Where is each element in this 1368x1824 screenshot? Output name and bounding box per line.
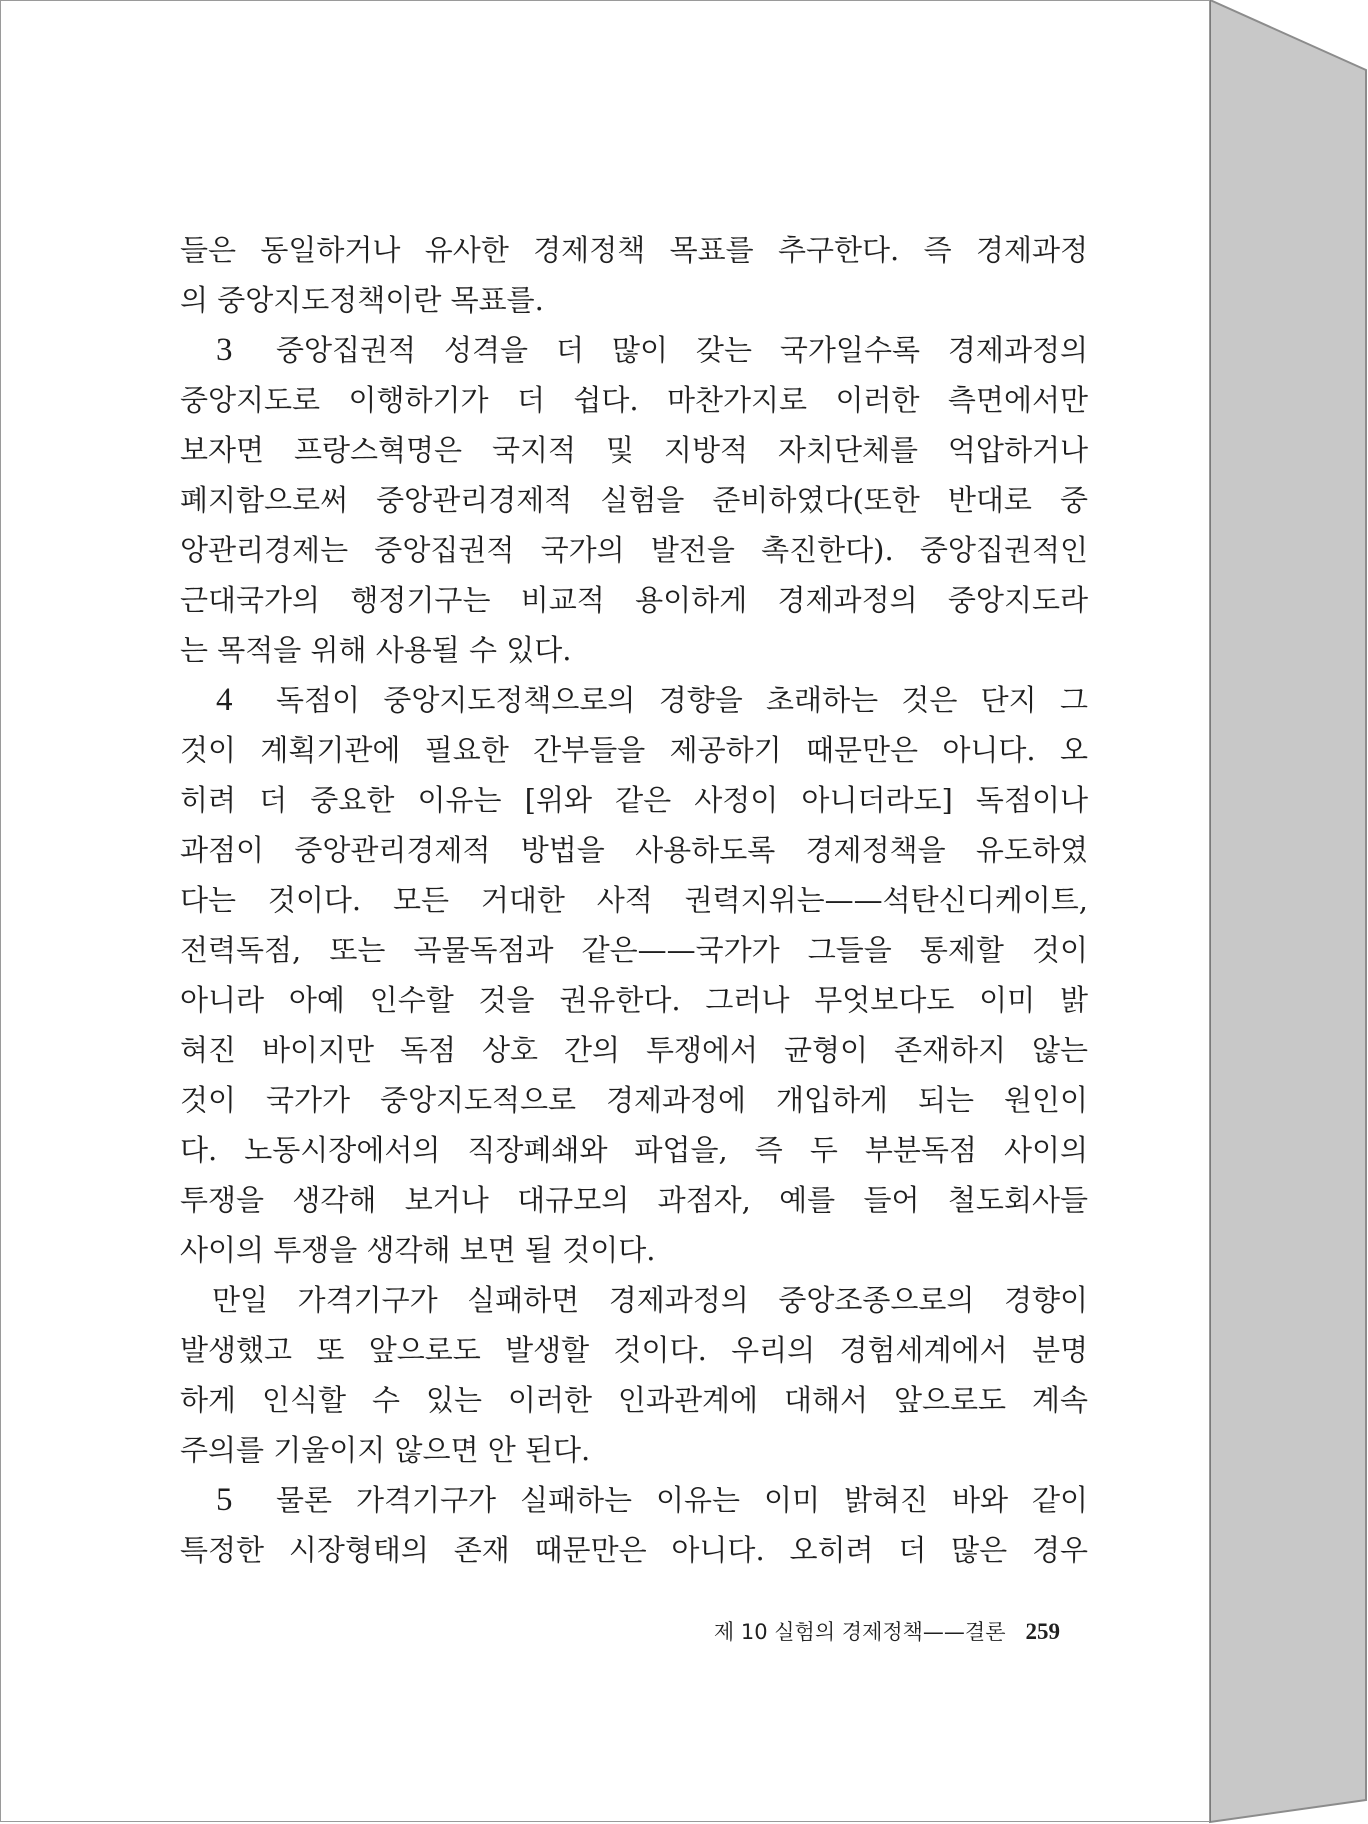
line-text: 사이의 투쟁을 생각해 보면 될 것이다. [180, 1233, 656, 1267]
line-text: 혀진 바이지만 독점 상호 간의 투쟁에서 균형이 존재하지 않는 [180, 1033, 1088, 1067]
text-line [180, 1125, 1088, 1175]
line-text: 는 목적을 위해 사용될 수 있다. [180, 633, 572, 667]
line-text: 히려 더 중요한 이유는 [위와 같은 사정이 아니더라도] 독점이나 [180, 783, 1088, 817]
text-line [180, 1075, 1088, 1125]
text-line [180, 1375, 1088, 1425]
line-text: 하게 인식할 수 있는 이러한 인과관계에 대해서 앞으로도 계속 [180, 1383, 1088, 1417]
line-text: 독점이 중앙지도정책으로의 경향을 초래하는 것은 단지 그 [276, 683, 1088, 717]
line-text: 다는 것이다. 모든 거대한 사적 권력지위는——석탄신디케이트, [180, 883, 1088, 917]
text-line [180, 425, 1088, 475]
text-line [180, 325, 1088, 375]
text-line [180, 1025, 1088, 1075]
line-text: 들은 동일하거나 유사한 경제정책 목표를 추구한다. 즉 경제과정 [180, 233, 1088, 267]
text-line [180, 375, 1088, 425]
line-text: 발생했고 또 앞으로도 발생할 것이다. 우리의 경험세계에서 분명 [180, 1333, 1088, 1367]
text-line [180, 1175, 1088, 1225]
paragraph-number: 5 [216, 1482, 233, 1518]
text-line [180, 625, 1088, 675]
line-text: 과점이 중앙관리경제적 방법을 사용하도록 경제정책을 유도하였 [180, 833, 1088, 867]
line-text: 중앙지도로 이행하기가 더 쉽다. 마찬가지로 이러한 측면에서만 [180, 383, 1088, 417]
text-line [180, 575, 1088, 625]
line-text: 것이 계획기관에 필요한 간부들을 제공하기 때문만은 아니다. 오 [180, 733, 1088, 767]
line-text: 만일 가격기구가 실패하면 경제과정의 중앙조종으로의 경향이 [212, 1283, 1088, 1317]
line-text: 전력독점, 또는 곡물독점과 같은——국가가 그들을 통제할 것이 [180, 933, 1088, 967]
line-text: 폐지함으로써 중앙관리경제적 실험을 준비하였다(또한 반대로 중 [180, 483, 1088, 517]
line-text: 아니라 아예 인수할 것을 권유한다. 그러나 무엇보다도 이미 밝 [180, 983, 1088, 1017]
line-text: 근대국가의 행정기구는 비교적 용이하게 경제과정의 중앙지도라 [180, 583, 1088, 617]
paragraph-number: 3 [216, 332, 233, 368]
text-line [180, 275, 1088, 325]
text-line [180, 475, 1088, 525]
line-text: 주의를 기울이지 않으면 안 된다. [180, 1433, 591, 1467]
text-line [180, 1525, 1088, 1575]
line-text: 보자면 프랑스혁명은 국지적 및 지방적 자치단체를 억압하거나 [180, 433, 1088, 467]
text-line [180, 875, 1088, 925]
line-text: 의 중앙지도정책이란 목표를. [180, 283, 544, 317]
line-text: 다. 노동시장에서의 직장폐쇄와 파업을, 즉 두 부분독점 사이의 [180, 1133, 1088, 1167]
text-line [180, 825, 1088, 875]
text-line [180, 925, 1088, 975]
text-line [180, 775, 1088, 825]
line-text: 특정한 시장형태의 존재 때문만은 아니다. 오히려 더 많은 경우 [180, 1533, 1088, 1567]
body-text [180, 225, 1088, 1575]
line-text: 앙관리경제는 중앙집권적 국가의 발전을 촉진한다). 중앙집권적인 [180, 533, 1088, 567]
chapter-title: 제 10 실험의 경제정책——결론 [713, 1620, 1006, 1644]
text-line [180, 1275, 1088, 1325]
text-line [180, 1225, 1088, 1275]
line-text: 것이 국가가 중앙지도적으로 경제과정에 개입하게 되는 원인이 [180, 1083, 1088, 1117]
text-line [180, 1425, 1088, 1475]
page-number: 259 [1025, 1619, 1060, 1644]
text-line [180, 725, 1088, 775]
text-line [180, 525, 1088, 575]
text-line [180, 975, 1088, 1025]
line-text: 물론 가격기구가 실패하는 이유는 이미 밝혀진 바와 같이 [276, 1483, 1088, 1517]
text-line [180, 1475, 1088, 1525]
line-text: 중앙집권적 성격을 더 많이 갖는 국가일수록 경제과정의 [276, 333, 1088, 367]
text-line [180, 675, 1088, 725]
text-line [180, 1325, 1088, 1375]
running-footer [714, 1616, 1060, 1646]
text-line [180, 225, 1088, 275]
line-text: 투쟁을 생각해 보거나 대규모의 과점자, 예를 들어 철도회사들 [180, 1183, 1088, 1217]
paragraph-number: 4 [216, 682, 233, 718]
